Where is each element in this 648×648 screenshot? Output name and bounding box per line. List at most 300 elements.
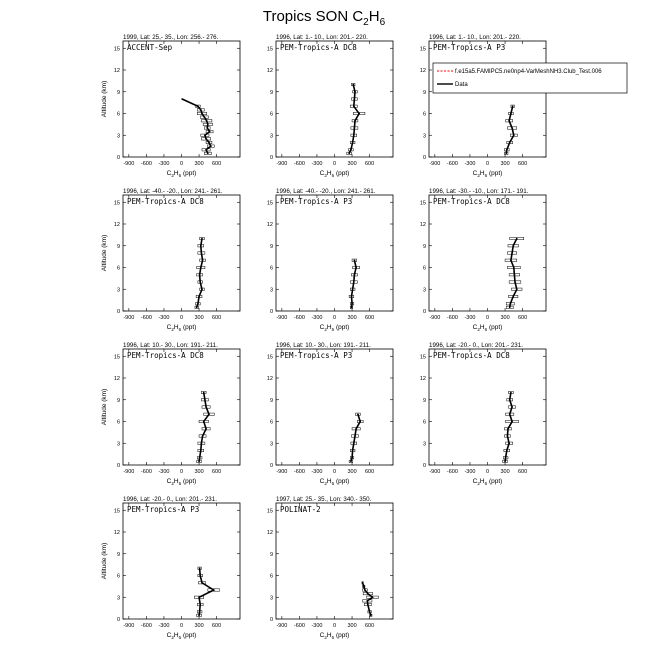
x-tick-label: -300 <box>311 315 323 321</box>
plot-frame <box>276 41 393 157</box>
x-tick-label: 0 <box>485 161 490 167</box>
data-point <box>353 442 355 444</box>
data-point <box>353 281 355 283</box>
legend <box>433 63 627 93</box>
y-tick-label: 3 <box>116 133 120 140</box>
data-point <box>201 582 203 584</box>
panel-8 <box>267 342 393 486</box>
data-point <box>510 113 512 115</box>
data-point <box>510 392 512 394</box>
data-point <box>362 582 364 584</box>
y-tick-label: 0 <box>422 309 426 315</box>
data-point <box>505 153 507 155</box>
data-point <box>200 450 202 452</box>
data-point <box>198 596 200 598</box>
x-tick-label: 0 <box>179 469 184 475</box>
data-point <box>208 413 210 415</box>
legend-model-label: f.e15a5.FAMIPC5.ne0np4-VarMeshNH3.Club_Test.006 <box>455 69 602 75</box>
plot-frame <box>429 195 546 311</box>
panel-1 <box>101 34 240 178</box>
y-tick-label: 6 <box>422 265 426 272</box>
y-tick-label: 6 <box>269 111 273 118</box>
y-tick-label: 12 <box>113 68 120 74</box>
y-tick-label: 12 <box>266 68 273 74</box>
plot-frame <box>123 195 240 311</box>
data-point <box>199 575 201 577</box>
x-tick-label: -900 <box>123 469 135 475</box>
panel-header: 1996, Lat: 10.- 30., Lon: 191.- 211. <box>276 342 371 349</box>
data-point <box>200 267 202 269</box>
data-point <box>511 421 513 423</box>
y-axis-label: Altitude (km) <box>101 80 108 118</box>
x-tick-label: 300 <box>194 469 204 475</box>
data-point <box>354 259 356 261</box>
data-point <box>350 149 352 151</box>
panel-title: ACCENT-Sep <box>127 43 173 52</box>
y-tick-label: 9 <box>116 243 120 250</box>
data-point <box>512 245 514 247</box>
x-tick-label: -600 <box>140 161 152 167</box>
data-point <box>364 589 366 591</box>
x-tick-label: 300 <box>500 469 510 475</box>
data-point <box>352 288 354 290</box>
data-point <box>508 442 510 444</box>
x-tick-label: -300 <box>311 623 323 629</box>
data-point <box>351 457 353 459</box>
x-tick-label: 300 <box>194 315 204 321</box>
data-point <box>357 413 359 415</box>
data-point <box>505 457 507 459</box>
x-axis-label: $C_2H_6$ (ppt) <box>319 632 350 640</box>
y-tick-label: 12 <box>113 376 120 382</box>
panel-title: PEM-Tropics-A DC8 <box>127 351 204 360</box>
panel-4 <box>101 188 240 332</box>
data-point <box>509 413 511 415</box>
data-point <box>204 116 206 118</box>
y-tick-label: 15 <box>113 508 120 515</box>
data-point <box>205 149 207 151</box>
data-point <box>206 127 208 129</box>
y-tick-label: 9 <box>422 89 426 96</box>
x-tick-label: -900 <box>123 161 135 167</box>
data-point <box>201 288 203 290</box>
data-line <box>505 393 512 462</box>
x-tick-label: -900 <box>429 469 441 475</box>
data-point <box>207 124 209 126</box>
data-point <box>200 109 202 111</box>
x-axis-label: $C_2H_6$ (ppt) <box>166 632 197 640</box>
data-point <box>516 288 518 290</box>
data-line <box>197 239 203 308</box>
panel-title: PEM-Tropics-A P3 <box>280 351 353 360</box>
x-tick-label: 600 <box>518 161 528 167</box>
panel-header: 1996, Lat: 1.- 10., Lon: 201.- 220. <box>276 34 368 41</box>
data-point <box>513 267 515 269</box>
x-axis-label: $C_2H_6$ (ppt) <box>472 478 503 486</box>
y-tick-label: 12 <box>113 222 120 228</box>
x-tick-label: 300 <box>194 161 204 167</box>
data-point <box>201 252 203 254</box>
data-point <box>210 145 212 147</box>
y-tick-label: 3 <box>422 441 426 448</box>
x-tick-label: -300 <box>311 469 323 475</box>
y-tick-label: 0 <box>116 463 120 469</box>
panel-header: 1996, Lat: -40.- -20., Lon: 241.- 261. <box>123 188 223 195</box>
x-tick-label: 600 <box>212 469 222 475</box>
panel-6 <box>420 188 546 332</box>
y-tick-label: 6 <box>269 265 273 272</box>
y-tick-label: 15 <box>113 46 120 53</box>
data-point <box>354 98 356 100</box>
y-axis-label: Altitude (km) <box>101 234 108 272</box>
x-tick-label: 600 <box>518 469 528 475</box>
panel-header: 1996, Lat: -20.- 0., Lon: 201.- 231. <box>123 496 217 503</box>
x-axis-label: $C_2H_6$ (ppt) <box>319 324 350 332</box>
data-point <box>352 142 354 144</box>
data-point <box>201 442 203 444</box>
y-tick-label: 3 <box>116 595 120 602</box>
data-point <box>213 589 215 591</box>
y-tick-label: 9 <box>422 243 426 250</box>
panel-title: PEM-Tropics-A P3 <box>280 197 353 206</box>
x-tick-label: 0 <box>179 623 184 629</box>
data-point <box>199 281 201 283</box>
data-point <box>514 274 516 276</box>
legend-box <box>433 63 627 93</box>
panel-title: PEM-Tropics-A DC8 <box>433 197 510 206</box>
x-tick-label: 300 <box>194 623 204 629</box>
data-point <box>348 153 350 155</box>
x-tick-label: -900 <box>276 623 288 629</box>
x-tick-label: 600 <box>365 469 375 475</box>
x-tick-label: 0 <box>332 469 337 475</box>
y-tick-label: 0 <box>269 463 273 469</box>
data-point <box>196 307 198 309</box>
x-tick-label: 0 <box>179 161 184 167</box>
data-point <box>516 238 518 240</box>
plot-frame <box>276 503 393 619</box>
panel-title: PEM-Tropics-A P3 <box>127 505 200 514</box>
y-tick-label: 9 <box>116 89 120 96</box>
x-tick-label: -900 <box>123 315 135 321</box>
y-tick-label: 6 <box>422 111 426 118</box>
y-tick-label: 6 <box>422 419 426 426</box>
y-axis-label: Altitude (km) <box>101 388 108 426</box>
data-point <box>198 461 200 463</box>
data-point <box>198 615 200 617</box>
y-tick-label: 15 <box>113 200 120 207</box>
page-title: Tropics SON $C_2H_6$ <box>262 8 386 28</box>
plot-frame <box>429 41 546 157</box>
panel-header: 1999, Lat: 25,- 35., Lon: 256.- 276. <box>123 34 219 41</box>
x-tick-label: -300 <box>464 315 476 321</box>
y-tick-label: 6 <box>269 419 273 426</box>
x-tick-label: -300 <box>464 469 476 475</box>
data-point <box>351 296 353 298</box>
y-tick-label: 9 <box>269 397 273 404</box>
data-point <box>198 296 200 298</box>
data-point <box>209 131 211 133</box>
x-tick-label: -600 <box>446 161 458 167</box>
y-tick-label: 15 <box>266 508 273 515</box>
x-tick-label: -900 <box>276 161 288 167</box>
x-tick-label: 0 <box>179 315 184 321</box>
data-point <box>367 593 369 595</box>
y-tick-label: 3 <box>269 595 273 602</box>
data-point <box>506 149 508 151</box>
y-tick-label: 15 <box>113 354 120 361</box>
panel-header: 1996, Lat: -40.- -20., Lon: 241.- 261. <box>276 188 376 195</box>
data-point <box>355 267 357 269</box>
y-tick-label: 0 <box>269 155 273 161</box>
data-point <box>199 457 201 459</box>
data-point <box>513 134 515 136</box>
panel-header: 1996, Lat: 1.- 10., Lon: 201.- 220. <box>429 34 521 41</box>
data-point <box>203 392 205 394</box>
panel-header: 1996, Lat: -20.- 0., Lon: 201.- 231. <box>429 342 523 349</box>
data-point <box>367 604 369 606</box>
y-tick-label: 15 <box>419 46 426 53</box>
x-tick-label: -600 <box>140 315 152 321</box>
panel-7 <box>101 342 240 486</box>
panel-title: PEM-Tropics-A DC8 <box>280 43 357 52</box>
data-line <box>506 106 514 153</box>
y-tick-label: 15 <box>266 354 273 361</box>
panel-11 <box>267 496 393 640</box>
y-tick-label: 3 <box>422 287 426 294</box>
y-tick-label: 0 <box>116 309 120 315</box>
y-tick-label: 12 <box>266 530 273 536</box>
x-tick-label: -300 <box>158 623 170 629</box>
data-point <box>511 252 513 254</box>
y-tick-label: 0 <box>422 463 426 469</box>
x-tick-label: -300 <box>158 161 170 167</box>
data-point <box>204 399 206 401</box>
data-point <box>354 274 356 276</box>
y-tick-label: 9 <box>116 397 120 404</box>
x-tick-label: -300 <box>311 161 323 167</box>
y-tick-label: 9 <box>269 89 273 96</box>
x-tick-label: 0 <box>485 315 490 321</box>
x-tick-label: 600 <box>212 623 222 629</box>
x-tick-label: 300 <box>347 623 357 629</box>
x-tick-label: -900 <box>429 315 441 321</box>
x-axis-label: $C_2H_6$ (ppt) <box>319 170 350 178</box>
data-point <box>508 120 510 122</box>
y-tick-label: 12 <box>419 222 426 228</box>
data-point <box>370 615 372 617</box>
data-point <box>197 105 199 107</box>
panel-title: POLINAT-2 <box>280 505 321 514</box>
panel-title: PEM-Tropics-A P3 <box>433 43 506 52</box>
data-point <box>353 105 355 107</box>
x-tick-label: 600 <box>518 315 528 321</box>
data-point <box>352 84 354 86</box>
y-tick-label: 9 <box>422 397 426 404</box>
y-axis-label: Altitude (km) <box>101 542 108 580</box>
data-point <box>201 113 203 115</box>
data-point <box>199 567 201 569</box>
x-tick-label: -900 <box>429 161 441 167</box>
y-tick-label: 3 <box>422 133 426 140</box>
data-point <box>359 421 361 423</box>
data-point <box>350 461 352 463</box>
data-point <box>507 435 509 437</box>
data-point <box>351 303 353 305</box>
y-tick-label: 0 <box>116 155 120 161</box>
data-point <box>202 435 204 437</box>
x-axis-label: $C_2H_6$ (ppt) <box>472 170 503 178</box>
data-point <box>512 105 514 107</box>
data-point <box>200 245 202 247</box>
data-point <box>354 120 356 122</box>
data-point <box>354 435 356 437</box>
y-tick-label: 0 <box>422 155 426 161</box>
data-point <box>204 134 206 136</box>
data-point <box>514 281 516 283</box>
x-tick-label: 0 <box>332 623 337 629</box>
panel-header: 1996, Lat: 10.- 30., Lon: 191.- 211. <box>123 342 218 349</box>
y-tick-label: 9 <box>269 551 273 558</box>
data-line <box>349 85 359 154</box>
x-tick-label: 300 <box>347 161 357 167</box>
x-tick-label: 300 <box>347 315 357 321</box>
y-tick-label: 15 <box>419 200 426 207</box>
y-tick-label: 3 <box>116 287 120 294</box>
data-point <box>207 153 209 155</box>
x-tick-label: 0 <box>485 469 490 475</box>
data-point <box>351 307 353 309</box>
data-point <box>506 450 508 452</box>
y-tick-label: 0 <box>269 309 273 315</box>
y-tick-label: 12 <box>419 68 426 74</box>
x-tick-label: -600 <box>140 623 152 629</box>
y-tick-label: 3 <box>269 287 273 294</box>
data-point <box>353 134 355 136</box>
x-tick-label: -600 <box>446 469 458 475</box>
y-tick-label: 6 <box>116 111 120 118</box>
data-point <box>352 450 354 452</box>
x-tick-label: 0 <box>332 315 337 321</box>
x-tick-label: -300 <box>158 315 170 321</box>
y-tick-label: 6 <box>116 419 120 426</box>
x-tick-label: -300 <box>158 469 170 475</box>
y-tick-label: 6 <box>116 573 120 580</box>
y-tick-label: 12 <box>419 376 426 382</box>
panel-header: 1996, Lat: -30.- -10., Lon: 171.- 191. <box>429 188 529 195</box>
x-tick-label: -600 <box>293 469 305 475</box>
legend-data-label: Data <box>455 82 468 88</box>
y-tick-label: 6 <box>269 573 273 580</box>
x-axis-label: $C_2H_6$ (ppt) <box>472 324 503 332</box>
data-point <box>201 238 203 240</box>
x-axis-label: $C_2H_6$ (ppt) <box>166 170 197 178</box>
plot-frame <box>123 349 240 465</box>
x-tick-label: -900 <box>123 623 135 629</box>
y-tick-label: 12 <box>113 530 120 536</box>
data-point <box>512 296 514 298</box>
data-point <box>197 303 199 305</box>
data-point <box>199 274 201 276</box>
data-point <box>510 303 512 305</box>
panel-title: PEM-Tropics-A DC8 <box>127 197 204 206</box>
x-tick-label: -300 <box>464 161 476 167</box>
y-tick-label: 3 <box>269 441 273 448</box>
x-tick-label: -600 <box>293 315 305 321</box>
x-tick-label: -900 <box>276 469 288 475</box>
data-point <box>181 98 183 100</box>
y-tick-label: 0 <box>269 617 273 623</box>
plot-frame <box>429 349 546 465</box>
data-point <box>510 259 512 261</box>
x-tick-label: -900 <box>276 315 288 321</box>
panel-3 <box>420 34 627 178</box>
data-line <box>182 99 211 153</box>
y-tick-label: 12 <box>266 222 273 228</box>
data-point <box>509 307 511 309</box>
y-tick-label: 9 <box>116 551 120 558</box>
data-point <box>203 421 205 423</box>
data-point <box>511 406 513 408</box>
data-point <box>369 611 371 613</box>
x-tick-label: 300 <box>347 469 357 475</box>
panel-2 <box>267 34 393 178</box>
data-point <box>509 142 511 144</box>
data-point <box>354 127 356 129</box>
data-point <box>354 91 356 93</box>
y-tick-label: 6 <box>116 265 120 272</box>
data-point <box>372 596 374 598</box>
panel-title: PEM-Tropics-A DC8 <box>433 351 510 360</box>
data-point <box>366 600 368 602</box>
x-tick-label: -600 <box>293 623 305 629</box>
data-point <box>199 604 201 606</box>
data-line <box>199 568 214 615</box>
data-point <box>206 120 208 122</box>
data-point <box>205 138 207 140</box>
y-tick-label: 15 <box>266 46 273 53</box>
y-tick-label: 15 <box>419 354 426 361</box>
x-tick-label: -600 <box>446 315 458 321</box>
y-tick-label: 3 <box>116 441 120 448</box>
x-tick-label: 600 <box>365 623 375 629</box>
x-tick-label: 600 <box>212 161 222 167</box>
x-axis-label: $C_2H_6$ (ppt) <box>166 478 197 486</box>
y-tick-label: 9 <box>269 243 273 250</box>
x-tick-label: 600 <box>365 161 375 167</box>
data-line <box>351 414 360 461</box>
data-point <box>208 142 210 144</box>
data-point <box>205 406 207 408</box>
panel-header: 1997, Lat: 25.- 35., Lon: 340.- 350. <box>276 496 372 503</box>
data-point <box>202 259 204 261</box>
plot-frame <box>276 349 393 465</box>
y-tick-label: 3 <box>269 133 273 140</box>
x-axis-label: $C_2H_6$ (ppt) <box>166 324 197 332</box>
data-point <box>355 428 357 430</box>
y-tick-label: 0 <box>116 617 120 623</box>
y-tick-label: 12 <box>266 376 273 382</box>
plot-frame <box>123 503 240 619</box>
panel-10 <box>101 496 240 640</box>
x-tick-label: 300 <box>500 315 510 321</box>
data-point <box>358 113 360 115</box>
data-point <box>507 428 509 430</box>
data-point <box>504 461 506 463</box>
x-tick-label: 0 <box>332 161 337 167</box>
x-tick-label: -600 <box>293 161 305 167</box>
data-point <box>509 399 511 401</box>
